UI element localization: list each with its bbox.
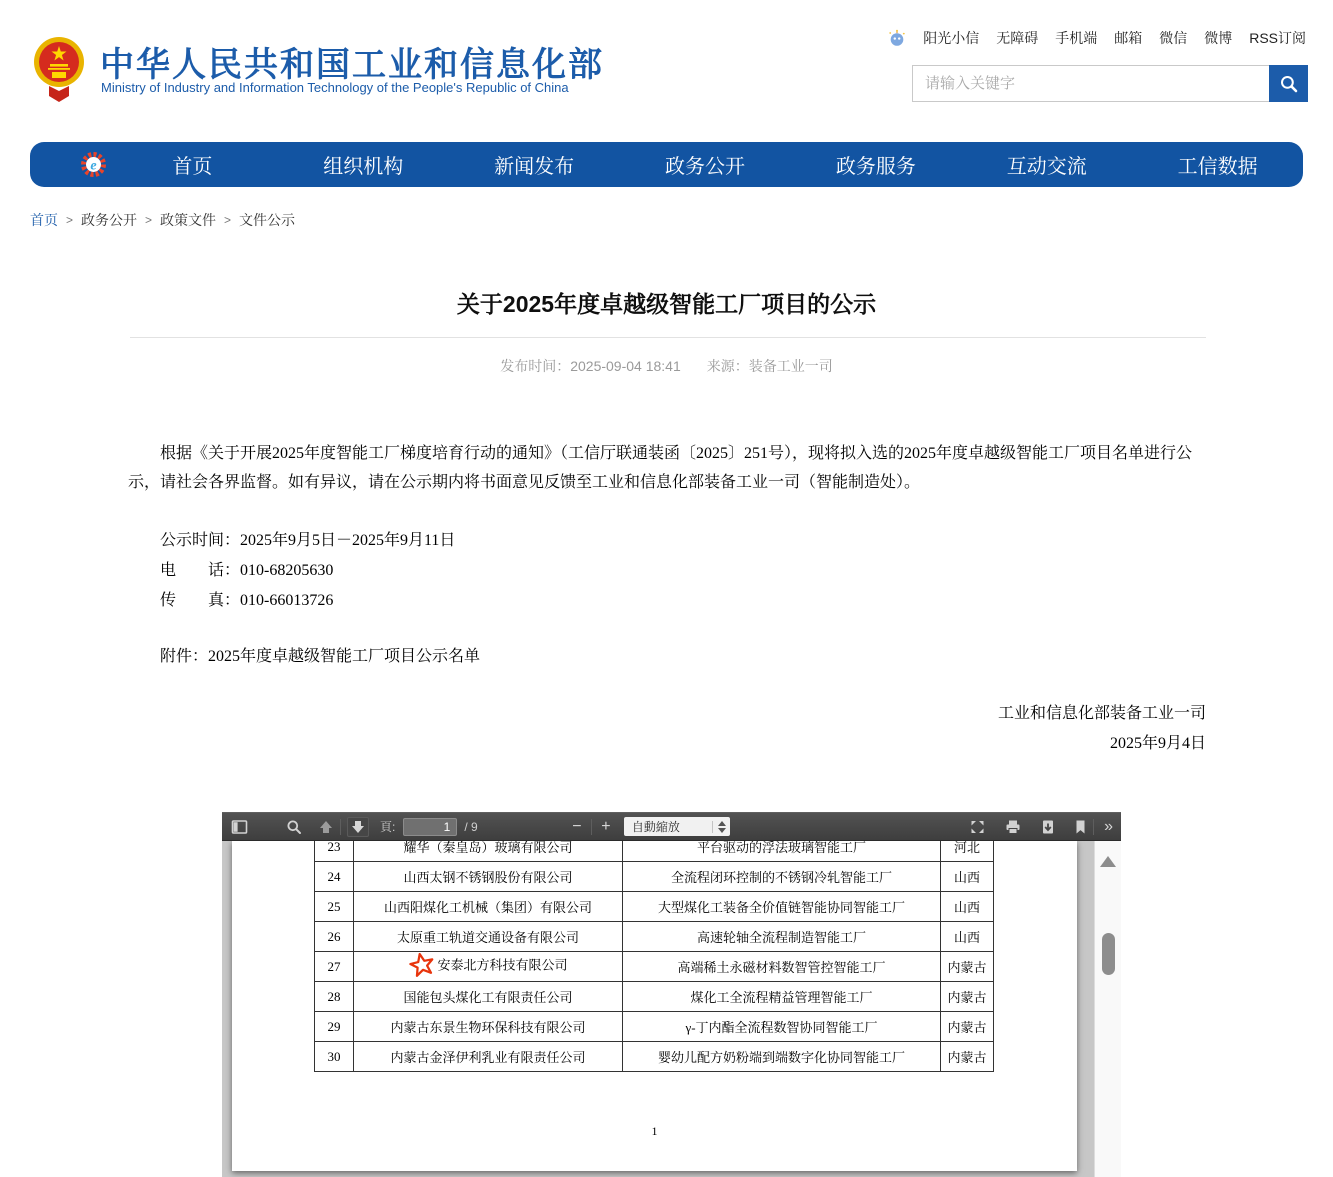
search-icon <box>1279 74 1299 94</box>
search-button[interactable] <box>1269 65 1308 102</box>
presentation-mode-icon[interactable] <box>969 819 986 835</box>
cell-province: 内蒙古 <box>941 1012 994 1042</box>
breadcrumb <box>30 210 295 230</box>
page-title: 关于2025年度卓越级智能工厂项目的公示 <box>456 291 877 317</box>
pdf-toolbar <box>222 812 1121 841</box>
cell-project: 全流程闭环控制的不锈钢冷轧智能工厂 <box>623 862 941 892</box>
source-value: 装备工业一司 <box>748 358 833 374</box>
cell-project: 大型煤化工装备全价值链智能协同智能工厂 <box>623 892 941 922</box>
table-row <box>315 1042 994 1072</box>
publicity-period-line: 公示时间：2025年9月5日－2025年9月11日 <box>160 532 456 549</box>
cell-project: 煤化工全流程精益管理智能工厂 <box>623 982 941 1012</box>
pdf-page <box>232 841 1077 1171</box>
breadcrumb-policy-documents[interactable]: 政策文件 <box>160 212 217 228</box>
cell-company: 内蒙古金泽伊利乳业有限责任公司 <box>354 1042 623 1072</box>
search-input[interactable] <box>912 65 1308 102</box>
print-icon[interactable] <box>1004 819 1022 835</box>
table-row <box>315 1012 994 1042</box>
cell-project: 平台驱动的浮法玻璃智能工厂 <box>623 841 941 862</box>
nav-item-interaction[interactable]: 互动交流 <box>1006 156 1087 178</box>
scrollbar-up-arrow-icon[interactable] <box>1100 856 1116 867</box>
cell-province: 内蒙古 <box>941 1042 994 1072</box>
scrollbar-thumb[interactable] <box>1102 933 1115 975</box>
cell-company: 太原重工轨道交通设备有限公司 <box>354 922 623 952</box>
page-label: 頁: <box>380 820 396 834</box>
nav-items <box>107 150 1303 179</box>
cell-company <box>354 952 623 982</box>
nav-item-organization[interactable]: 组织机构 <box>323 156 404 178</box>
nav-item-miit-data[interactable]: 工信数据 <box>1177 156 1258 178</box>
source-label: 来源： <box>706 358 749 374</box>
link-rss[interactable]: RSS订阅 <box>1249 30 1306 46</box>
main-nav <box>30 142 1303 187</box>
search-bar <box>912 65 1308 102</box>
publish-time-value: 2025-09-04 18:41 <box>570 358 681 374</box>
pdf-page-number: 1 <box>651 1124 658 1138</box>
page-number-input[interactable] <box>403 818 457 836</box>
nav-item-gov-services[interactable]: 政务服务 <box>835 156 916 178</box>
toolbar-divider <box>591 819 592 835</box>
link-mail[interactable]: 邮箱 <box>1114 30 1143 46</box>
site-subtitle: Ministry of Industry and Information Technology of the People's Republic of China <box>101 80 569 95</box>
site-title: 中华人民共和国工业和信息化部 <box>100 46 604 84</box>
quick-links <box>888 28 1306 48</box>
attachment-table <box>314 841 994 1072</box>
page-down-icon[interactable] <box>347 817 369 837</box>
link-accessibility[interactable]: 无障碍 <box>996 30 1039 46</box>
download-icon[interactable] <box>1040 819 1056 835</box>
more-tools-icon[interactable]: » <box>1104 817 1112 835</box>
pdf-scrollbar <box>1094 841 1121 1177</box>
cell-province: 内蒙古 <box>941 982 994 1012</box>
zoom-in-button[interactable]: + <box>601 817 611 835</box>
xiaoxin-robot-icon <box>888 29 906 47</box>
cell-company: 山西阳煤化工机械（集团）有限公司 <box>354 892 623 922</box>
pdf-viewer <box>222 812 1121 1177</box>
cell-province: 山西 <box>941 892 994 922</box>
signature-department: 工业和信息化部装备工业一司 <box>997 705 1206 722</box>
page-up-icon[interactable] <box>318 819 334 835</box>
cell-province: 内蒙古 <box>941 952 994 982</box>
zoom-out-button[interactable]: − <box>572 817 582 835</box>
link-wechat[interactable]: 微信 <box>1159 30 1188 46</box>
breadcrumb-separator: > <box>145 213 153 227</box>
cell-no: 30 <box>315 1042 354 1072</box>
cell-project: 婴幼儿配方奶粉端到端数字化协同智能工厂 <box>623 1042 941 1072</box>
cell-company: 山西太钢不锈钢股份有限公司 <box>354 862 623 892</box>
cell-company: 耀华（秦皇岛）玻璃有限公司 <box>354 841 623 862</box>
cell-project: 高端稀土永磁材料数智管控智能工厂 <box>623 952 941 982</box>
breadcrumb-home[interactable]: 首页 <box>30 212 58 228</box>
attachment-line: 附件：2025年度卓越级智能工厂项目公示名单 <box>160 648 481 665</box>
nav-item-gov-disclosure[interactable]: 政务公开 <box>665 156 745 178</box>
national-emblem-icon <box>33 36 85 102</box>
signature-date: 2025年9月4日 <box>1109 735 1206 752</box>
table-row <box>315 862 994 892</box>
link-weibo[interactable]: 微博 <box>1204 30 1233 46</box>
cell-no: 26 <box>315 922 354 952</box>
company-name: 安泰北方科技有限公司 <box>437 957 568 973</box>
breadcrumb-separator: > <box>224 213 232 227</box>
cell-company: 内蒙古东景生物环保科技有限公司 <box>354 1012 623 1042</box>
table-row <box>315 922 994 952</box>
select-stepper-icon <box>712 821 726 833</box>
sidebar-toggle-icon[interactable] <box>231 819 248 835</box>
pdf-view-area <box>222 841 1121 1177</box>
table-row <box>315 892 994 922</box>
breadcrumb-document-publicity: 文件公示 <box>239 212 296 228</box>
telephone-line: 电 话：010-68205630 <box>160 562 334 579</box>
page-count: / 9 <box>464 819 478 834</box>
red-star-annotation-icon <box>408 952 436 980</box>
article-meta <box>0 356 1333 376</box>
breadcrumb-separator: > <box>66 213 74 227</box>
table-row <box>315 841 994 862</box>
cell-no: 24 <box>315 862 354 892</box>
cell-project: γ-丁内酯全流程数智协同智能工厂 <box>623 1012 941 1042</box>
find-in-document-icon[interactable] <box>286 819 302 835</box>
toolbar-divider <box>340 819 341 835</box>
zoom-mode-select[interactable] <box>624 817 730 836</box>
table-row-starred <box>315 952 994 982</box>
nav-item-news[interactable]: 新闻发布 <box>494 156 575 178</box>
publish-time-label: 发布时间： <box>500 358 571 374</box>
cell-no: 25 <box>315 892 354 922</box>
table-row <box>315 982 994 1012</box>
cell-no: 28 <box>315 982 354 1012</box>
toolbar-divider <box>1093 819 1094 835</box>
cell-project: 高速轮轴全流程制造智能工厂 <box>623 922 941 952</box>
title-divider <box>130 337 1206 338</box>
cell-province: 山西 <box>941 862 994 892</box>
cell-no: 29 <box>315 1012 354 1042</box>
cell-province: 河北 <box>941 841 994 862</box>
breadcrumb-gov-disclosure[interactable]: 政务公开 <box>81 212 138 228</box>
cell-province: 山西 <box>941 922 994 952</box>
link-yangguang-xiaoxin[interactable]: 阳光小信 <box>923 30 980 46</box>
miit-gear-logo-icon <box>80 151 107 178</box>
zoom-mode-value: 自動縮放 <box>631 820 680 834</box>
link-mobile[interactable]: 手机端 <box>1055 30 1098 46</box>
nav-item-home[interactable]: 首页 <box>172 156 213 178</box>
cell-no: 23 <box>315 841 354 862</box>
cell-company: 国能包头煤化工有限责任公司 <box>354 982 623 1012</box>
cell-no: 27 <box>315 952 354 982</box>
article-paragraph-main: 根据《关于开展2025年度智能工厂梯度培育行动的通知》（工信厅联通装函〔2025〕251号），现将拟入选的2025年度卓越级智能工厂项目名单进行公示，请社会各界监督。如有异议，请在公示期内将书面意见反馈至工业和信息化部装备工业一司（智能制造处）。 <box>128 445 1193 491</box>
fax-line: 传 真：010-66013726 <box>160 592 334 609</box>
bookmark-icon[interactable] <box>1074 819 1087 835</box>
svg-text:e: e <box>90 158 97 174</box>
